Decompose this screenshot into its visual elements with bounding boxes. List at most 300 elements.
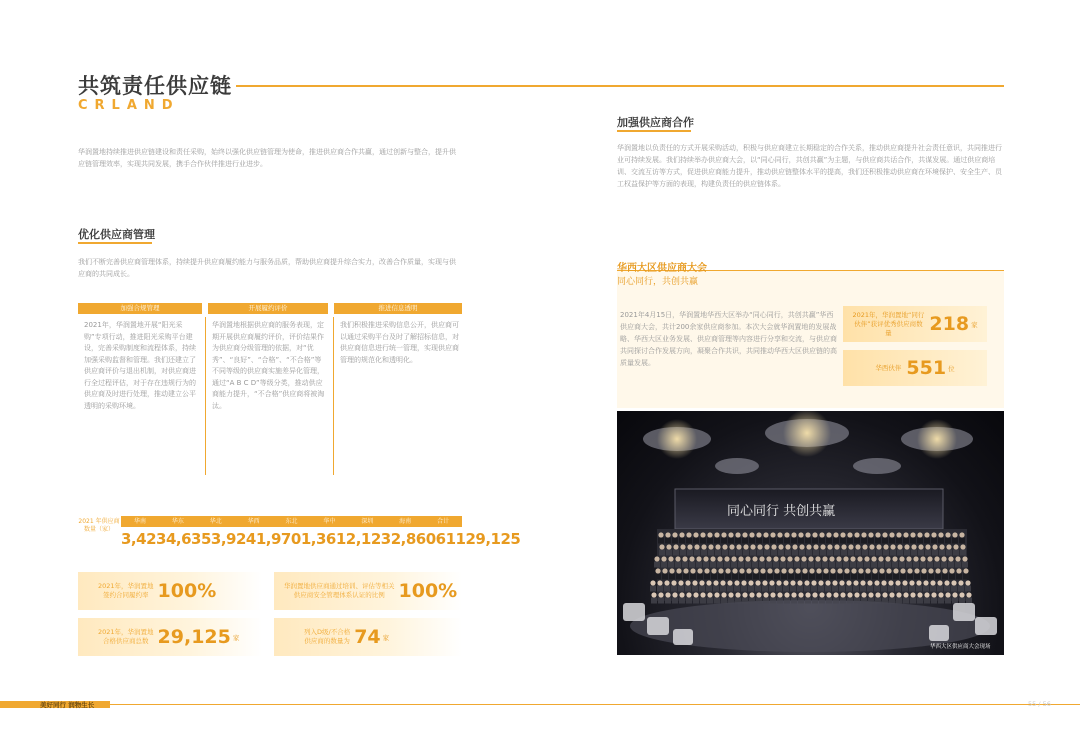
crowd-person-body: [763, 538, 769, 544]
crowd-person-body: [678, 586, 684, 592]
crowd-person: [900, 568, 905, 573]
crowd-person: [673, 544, 678, 549]
crowd-person: [952, 592, 957, 597]
crowd-person: [890, 544, 895, 549]
crowd-person: [748, 580, 753, 585]
crowd-person-body: [876, 550, 882, 556]
region-value: 4,635: [165, 530, 211, 548]
crowd-person: [778, 544, 783, 549]
crowd-person: [862, 544, 867, 549]
crowd-person: [938, 592, 943, 597]
crowd-person: [813, 544, 818, 549]
kpi-card: [274, 572, 462, 610]
crowd-person: [669, 568, 674, 573]
crowd-person: [676, 568, 681, 573]
kpi-unit: 家: [382, 633, 390, 642]
crowd-person: [934, 556, 939, 561]
column-divider: [205, 317, 206, 475]
crowd-person: [749, 592, 754, 597]
crowd-person-body: [917, 538, 923, 544]
crowd-person: [941, 556, 946, 561]
crowd-person: [924, 532, 929, 537]
crowd-person: [826, 532, 831, 537]
section-rule: [617, 130, 691, 132]
conference-title: 华西大区供应商大会: [617, 263, 707, 274]
crowd-person: [932, 544, 937, 549]
crowd-person: [659, 544, 664, 549]
crowd-person-body: [826, 538, 832, 544]
crowd-person-body: [715, 550, 721, 556]
crowd-person-body: [944, 586, 950, 592]
crowd-person-body: [813, 550, 819, 556]
crowd-person: [701, 544, 706, 549]
crowd-person-body: [865, 574, 871, 580]
crowd-person: [874, 580, 879, 585]
column-body-compliance: 2021年，华润置地开展“阳光采购”专项行动，推进阳光采购平台建设，完善采购制度和流程体系，持续加强采购监督和管理。我们还建立了供应商评价与退出机制，对供应商进行全过程评估，对于存在违规行为的供应商及时进行处理，推动建立公平透明的采购环境。: [84, 321, 196, 410]
crowd-person: [945, 592, 950, 597]
crowd-person-body: [829, 562, 835, 568]
crowd-person-body: [959, 538, 965, 544]
crowd-person-body: [904, 550, 910, 556]
crowd-person: [706, 580, 711, 585]
crowd-person-body: [769, 586, 775, 592]
crowd-person-body: [840, 538, 846, 544]
crowd-person-body: [701, 550, 707, 556]
crowd-person-body: [896, 598, 902, 604]
crowd-person: [808, 556, 813, 561]
crowd-person: [722, 544, 727, 549]
crowd-person: [837, 568, 842, 573]
crowd-person: [753, 568, 758, 573]
crowd-person: [851, 568, 856, 573]
crowd-person-body: [801, 562, 807, 568]
crowd-person-body: [722, 550, 728, 556]
section-title-optimize: 优化供应商管理: [78, 228, 155, 241]
crowd-person: [931, 592, 936, 597]
crowd-person: [938, 532, 943, 537]
crowd-person: [819, 532, 824, 537]
crowd-person: [883, 544, 888, 549]
crowd-person-body: [854, 538, 860, 544]
crowd-person-body: [846, 586, 852, 592]
crowd-person-body: [729, 550, 735, 556]
crowd-person: [777, 592, 782, 597]
crowd-person-body: [704, 574, 710, 580]
crowd-person: [678, 580, 683, 585]
crowd-person-body: [806, 550, 812, 556]
kpi-card: [274, 618, 462, 656]
crowd-person-body: [780, 562, 786, 568]
crowd-person: [704, 568, 709, 573]
crowd-person-body: [676, 574, 682, 580]
region-value: 2,123: [345, 530, 391, 548]
crowd-person: [657, 580, 662, 585]
crowd-person: [888, 580, 893, 585]
crowd-person: [777, 532, 782, 537]
kpi-label: 华润置地供应商通过培训、评估等相关 供应商安全管理体系认证的比例: [284, 582, 395, 599]
crowd-person: [872, 568, 877, 573]
crowd-person-body: [798, 538, 804, 544]
crowd-person: [662, 568, 667, 573]
crowd-person: [686, 532, 691, 537]
crowd-person-body: [805, 538, 811, 544]
crowd-person-body: [855, 550, 861, 556]
crowd-person-body: [738, 562, 744, 568]
crowd-person-body: [818, 586, 824, 592]
crowd-person-body: [735, 538, 741, 544]
crowd-person-body: [923, 586, 929, 592]
crowd-person: [953, 544, 958, 549]
badge-unit: 位: [948, 364, 955, 373]
crowd-person: [836, 556, 841, 561]
section-title-cooperate: 加强供应商合作: [617, 116, 694, 129]
crowd-person-body: [739, 574, 745, 580]
crowd-person: [858, 568, 863, 573]
crowd-person: [913, 556, 918, 561]
crowd-person: [875, 532, 880, 537]
crowd-person: [714, 532, 719, 537]
conference-badge: [843, 306, 987, 342]
crowd-person: [735, 592, 740, 597]
crowd-person-body: [934, 562, 940, 568]
crowd-person-body: [804, 586, 810, 592]
crowd-person-body: [753, 574, 759, 580]
crowd-person-body: [960, 550, 966, 556]
crowd-person-body: [946, 550, 952, 556]
crowd-person-body: [937, 586, 943, 592]
crowd-person-body: [871, 562, 877, 568]
crowd-person-body: [924, 538, 930, 544]
crowd-person-body: [839, 586, 845, 592]
crowd-person-body: [895, 586, 901, 592]
section-rule: [78, 242, 152, 244]
column-divider: [333, 317, 334, 475]
crowd-person: [963, 568, 968, 573]
crowd-person: [939, 544, 944, 549]
crowd-person: [734, 580, 739, 585]
crowd-person-body: [750, 550, 756, 556]
crowd-person-body: [710, 562, 716, 568]
crowd-person: [707, 532, 712, 537]
crowd-person-body: [699, 586, 705, 592]
crowd-person-body: [882, 538, 888, 544]
crowd-person: [756, 592, 761, 597]
crowd-person-body: [665, 598, 671, 604]
crowd-person-body: [720, 586, 726, 592]
crowd-person: [727, 580, 732, 585]
crowd-person: [865, 568, 870, 573]
crowd-person: [861, 532, 866, 537]
crowd-person: [946, 544, 951, 549]
crowd-person-body: [844, 574, 850, 580]
crowd-person-body: [707, 538, 713, 544]
crowd-person-body: [843, 562, 849, 568]
crowd-person-body: [956, 574, 962, 580]
crowd-person: [731, 556, 736, 561]
crowd-person-body: [703, 562, 709, 568]
crowd-person-body: [965, 586, 971, 592]
crowd-person-body: [815, 562, 821, 568]
crowd-person: [741, 580, 746, 585]
crowd-person: [832, 580, 837, 585]
crowd-person-body: [963, 574, 969, 580]
crowd-person: [850, 556, 855, 561]
crowd-person-body: [651, 598, 657, 604]
crowd-person: [784, 592, 789, 597]
crowd-person-body: [945, 598, 951, 604]
crowd-person-body: [665, 538, 671, 544]
crowd-person: [693, 592, 698, 597]
crowd-person: [843, 556, 848, 561]
region-value: 1,970: [255, 530, 301, 548]
region-value: 3,423: [121, 530, 166, 548]
crowd-person-body: [736, 550, 742, 556]
column-body-transparency: 我们积极推进采购信息公开，供应商可以通过采购平台及时了解招标信息，对供应商信息进行统一管理，实现供应商管理的规范化和透明化。: [340, 321, 459, 364]
crowd-person: [930, 580, 935, 585]
crowd-person-body: [650, 586, 656, 592]
crowd-person: [725, 568, 730, 573]
crowd-person: [801, 556, 806, 561]
crowd-person-body: [924, 598, 930, 604]
crowd-person: [717, 556, 722, 561]
crowd-person: [825, 580, 830, 585]
crowd-person-body: [679, 598, 685, 604]
crowd-person: [773, 556, 778, 561]
crowd-person: [696, 556, 701, 561]
crowd-person: [906, 556, 911, 561]
crowd-person-body: [717, 562, 723, 568]
crowd-person-body: [661, 562, 667, 568]
cooperate-paragraph: 华润置地以负责任的方式开展采购活动，积极与供应商建立长期稳定的合作关系，推动供应商提升社会责任意识，共同推进行业可持续发展。我们持续举办供应商大会，以“同心同行，共创共赢”为主题，与供应商共话合作，共谋发展。通过供应商培训、交流互访等方式，促进供应商能力提升，推动供应链整体水平的提高，我们还积极推动供应商在环境保护、安全生产、员工权益保护等方面的表现，构建负责任的供应链体系。: [617, 144, 1002, 188]
crowd-person: [911, 544, 916, 549]
column-head-evaluation: 开展履约评价: [208, 303, 328, 314]
crowd-person: [855, 544, 860, 549]
crowd-person: [833, 592, 838, 597]
crowd-person-body: [902, 586, 908, 592]
crowd-person: [718, 568, 723, 573]
region-label: 东北: [285, 518, 298, 525]
crowd-person: [827, 544, 832, 549]
crowd-person-body: [797, 586, 803, 592]
crowd-person: [680, 544, 685, 549]
crowd-person: [675, 556, 680, 561]
crowd-person: [805, 592, 810, 597]
crowd-person: [770, 532, 775, 537]
crowd-person-body: [686, 538, 692, 544]
crowd-person-body: [903, 538, 909, 544]
crowd-person: [790, 580, 795, 585]
kpi-value: 74: [354, 626, 381, 648]
crowd-person: [812, 532, 817, 537]
crowd-person-body: [785, 550, 791, 556]
crowd-person: [724, 556, 729, 561]
crowd-person-body: [685, 586, 691, 592]
crowd-person: [959, 532, 964, 537]
crowd-person: [736, 544, 741, 549]
crowd-person: [787, 556, 792, 561]
crowd-person: [799, 544, 804, 549]
crowd-person-body: [657, 586, 663, 592]
crowd-person: [791, 592, 796, 597]
crowd-person: [944, 580, 949, 585]
kpi-label: 2021年，华润置地 签约合同履约率: [98, 582, 154, 599]
crowd-person: [651, 592, 656, 597]
crowd-person-body: [875, 538, 881, 544]
stats-label: 2021 年供应商数量（家）: [78, 518, 120, 533]
photo-caption: 华西大区供应商大会现场: [930, 644, 991, 650]
crowd-person-body: [916, 586, 922, 592]
crowd-person-body: [766, 562, 772, 568]
crowd-person-body: [952, 538, 958, 544]
crowd-person-body: [909, 586, 915, 592]
crowd-person: [896, 592, 901, 597]
crowd-person-body: [820, 550, 826, 556]
crowd-person: [672, 592, 677, 597]
region-label: 华北: [209, 518, 222, 525]
column-head-compliance: 加强合规管理: [78, 303, 202, 314]
crowd-person: [935, 568, 940, 573]
crowd-person-body: [918, 550, 924, 556]
crowd-person: [671, 580, 676, 585]
crowd-person: [746, 568, 751, 573]
crowd-person-body: [861, 538, 867, 544]
crowd-person-body: [760, 574, 766, 580]
kpi-card: [78, 618, 262, 656]
crowd-person-body: [668, 562, 674, 568]
crowd-person: [895, 580, 900, 585]
crowd-person: [889, 592, 894, 597]
crowd-person-body: [675, 562, 681, 568]
crowd-person-body: [837, 574, 843, 580]
crowd-person-body: [742, 538, 748, 544]
crowd-person-body: [811, 586, 817, 592]
crowd-person-body: [938, 598, 944, 604]
crowd-person: [876, 544, 881, 549]
crowd-person-body: [889, 598, 895, 604]
crowd-person-body: [749, 538, 755, 544]
crowd-person-body: [850, 562, 856, 568]
crowd-person-body: [869, 550, 875, 556]
crowd-person-body: [728, 538, 734, 544]
crowd-person: [840, 592, 845, 597]
badge-label: 2021年，华润置地“同行伙伴”获评优秀供应商数量: [852, 310, 925, 337]
crowd-person: [729, 544, 734, 549]
crowd-person-body: [714, 538, 720, 544]
crowd-person: [896, 532, 901, 537]
crowd-person: [830, 568, 835, 573]
badge-value: 218: [929, 313, 970, 335]
crowd-person-body: [658, 598, 664, 604]
crowd-person: [882, 592, 887, 597]
crowd-person: [868, 532, 873, 537]
crowd-person-body: [682, 562, 688, 568]
crowd-person: [700, 592, 705, 597]
crowd-person: [937, 580, 942, 585]
crowd-person-body: [666, 550, 672, 556]
crowd-person-body: [841, 550, 847, 556]
crowd-person: [921, 568, 926, 573]
crowd-person: [781, 568, 786, 573]
crowd-person-body: [949, 574, 955, 580]
page-subtitle: CRLAND: [78, 98, 180, 113]
crowd-person: [687, 544, 692, 549]
title-rule: [236, 85, 1004, 87]
crowd-person-body: [872, 574, 878, 580]
crowd-person-body: [868, 538, 874, 544]
crowd-person: [788, 568, 793, 573]
crowd-person: [867, 580, 872, 585]
crowd-person-body: [879, 574, 885, 580]
crowd-person: [780, 556, 785, 561]
region-label: 海南: [399, 518, 412, 525]
kpi-label: 2021年，华润置地 合格供应商总数: [98, 628, 154, 645]
crowd-person-body: [802, 574, 808, 580]
crowd-person-body: [783, 586, 789, 592]
crowd-person-body: [690, 574, 696, 580]
crowd-person: [694, 544, 699, 549]
crowd-person: [665, 532, 670, 537]
kpi-value: 29,125: [157, 626, 231, 648]
crowd-person-body: [888, 586, 894, 592]
crowd-person: [848, 544, 853, 549]
crowd-person-body: [925, 550, 931, 556]
crowd-person: [798, 592, 803, 597]
crowd-person-body: [857, 562, 863, 568]
crowd-person-body: [791, 538, 797, 544]
crowd-person-body: [693, 598, 699, 604]
crowd-person-body: [759, 562, 765, 568]
conference-badge: [843, 350, 987, 386]
crowd-person-body: [932, 550, 938, 556]
crowd-person-body: [686, 598, 692, 604]
crowd-person: [914, 568, 919, 573]
crowd-person: [927, 556, 932, 561]
crowd-person: [728, 532, 733, 537]
crowd-person-body: [945, 538, 951, 544]
crowd-person: [703, 556, 708, 561]
crowd-person: [833, 532, 838, 537]
crowd-person-body: [792, 550, 798, 556]
crowd-person-body: [892, 562, 898, 568]
crowd-person: [689, 556, 694, 561]
crowd-person: [839, 580, 844, 585]
crowd-person-body: [680, 550, 686, 556]
crowd-person-body: [773, 562, 779, 568]
crowd-person: [871, 556, 876, 561]
crowd-person-body: [881, 586, 887, 592]
crowd-person-body: [724, 562, 730, 568]
crowd-person: [683, 568, 688, 573]
region-value: 2,860: [390, 530, 436, 548]
crowd-person: [710, 556, 715, 561]
intro-paragraph: 华润置地持续推进供应链建设和责任采购，始终以强化供应链管理为使命，推进供应商合作共赢，通过创新与整合，提升供应链管理效率，实现共同发展，携手合作伙伴推进行业进步。: [78, 148, 456, 168]
crowd-person-body: [654, 562, 660, 568]
crowd-person-body: [886, 574, 892, 580]
crowd-person: [815, 556, 820, 561]
crowd-person-body: [966, 598, 972, 604]
crowd-person: [756, 532, 761, 537]
crowd-person: [795, 568, 800, 573]
crowd-person-body: [833, 538, 839, 544]
crowd-person-body: [700, 598, 706, 604]
crowd-person: [728, 592, 733, 597]
crowd-person-body: [795, 574, 801, 580]
crowd-person: [881, 580, 886, 585]
crowd-person-body: [721, 538, 727, 544]
crowd-person: [942, 568, 947, 573]
crowd-person-body: [906, 562, 912, 568]
crowd-person-body: [864, 562, 870, 568]
